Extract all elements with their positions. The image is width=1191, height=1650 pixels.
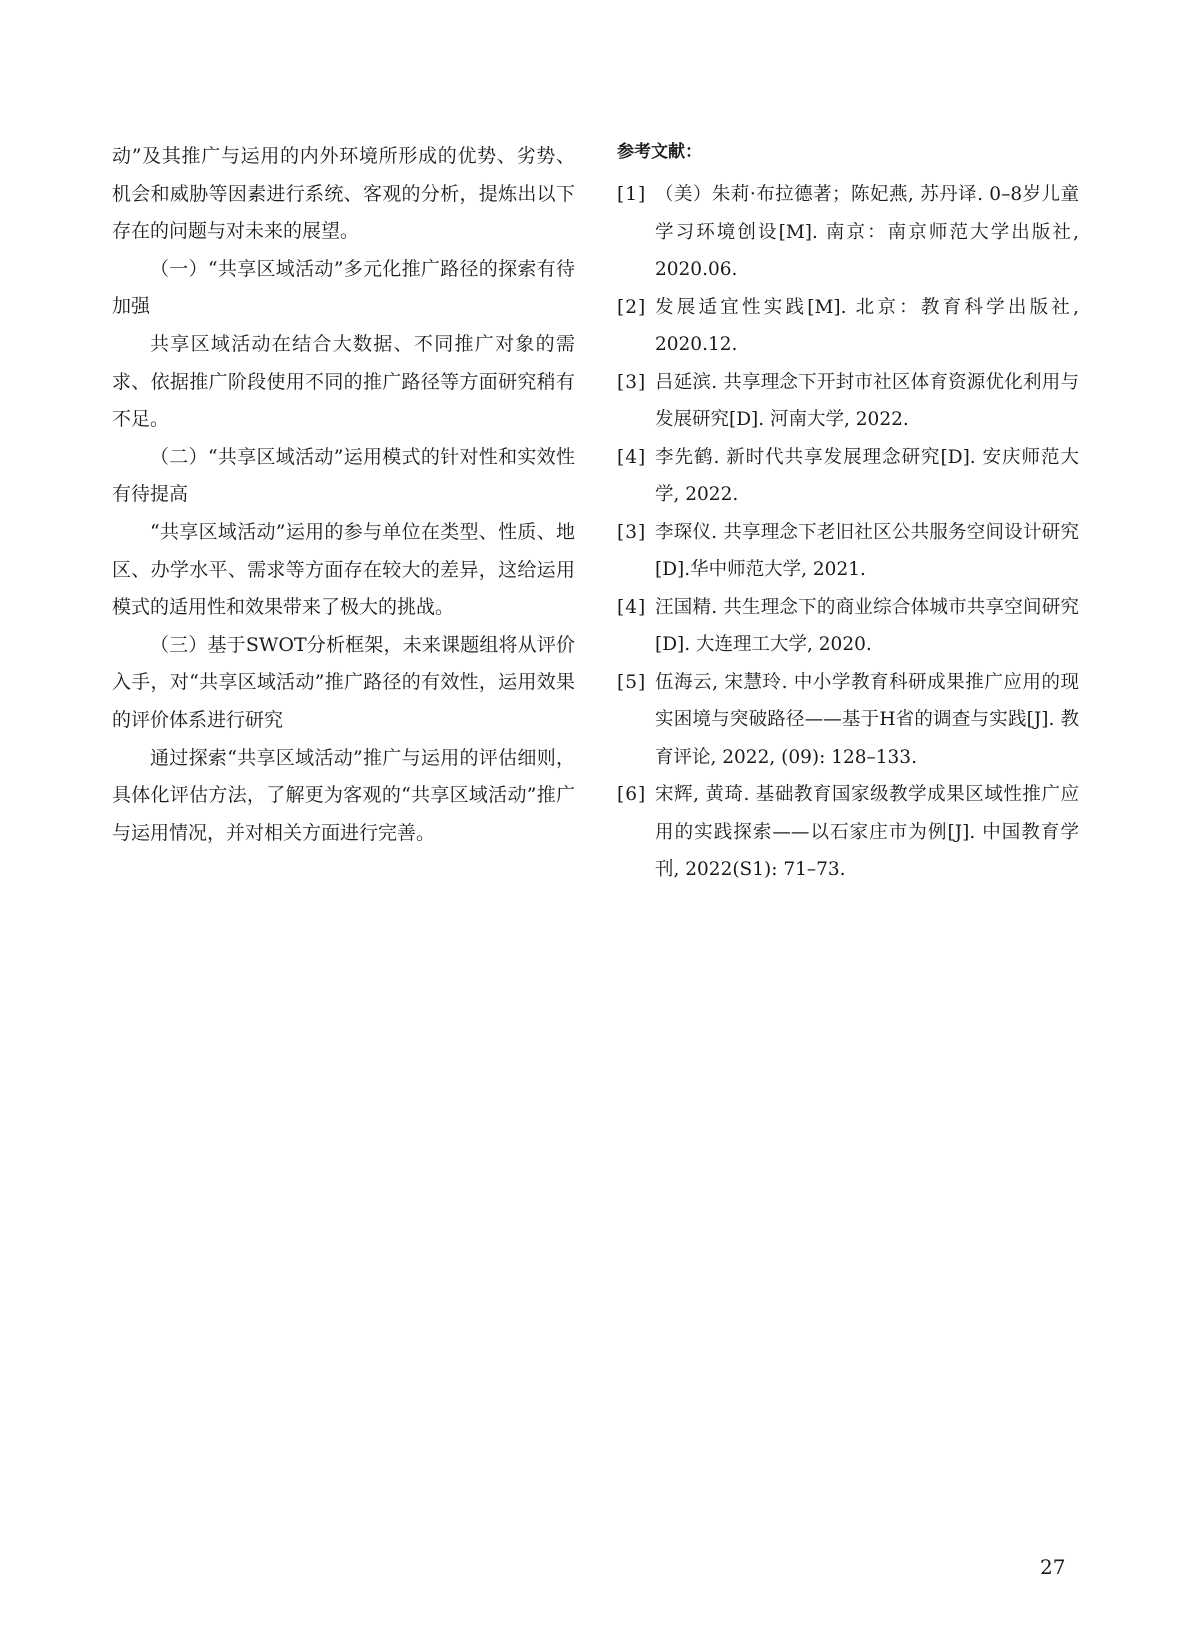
- reference-item: [617, 176, 1079, 289]
- reference-text: 发展适宜性实践[M]. 北京：教育科学出版社, 2020.12.: [655, 296, 1079, 355]
- reference-text: 伍海云, 宋慧玲. 中小学教育科研成果推广应用的现实困境与突破路径——基于H省的调查与实践[J]. 教育评论, 2022, (09): 128–133.: [655, 671, 1079, 768]
- reference-number: [5]: [617, 671, 647, 693]
- body-paragraph: 通过探索“共享区域活动”推广与运用的评估细则，具体化评估方法，了解更为客观的“共享区域活动”推广与运用情况，并对相关方面进行完善。: [112, 746, 575, 844]
- body-paragraph: “共享区域活动”运用的参与单位在类型、性质、地区、办学水平、需求等方面存在较大的差异，这给运用模式的适用性和效果带来了极大的挑战。: [112, 520, 575, 619]
- reference-text: 李琛仪. 共享理念下老旧社区公共服务空间设计研究[D].华中师范大学, 2021.: [655, 521, 1079, 580]
- reference-text: 宋辉, 黄琦. 基础教育国家级教学成果区域性推广应用的实践探索——以石家庄市为例[J]. 中国教育学刊, 2022(S1): 71–73.: [655, 784, 1079, 880]
- section-heading-2: （二）“共享区域活动”运用模式的针对性和实效性有待提高: [112, 445, 575, 506]
- reference-number: [2]: [617, 296, 647, 318]
- reference-number: [3]: [617, 371, 647, 393]
- reference-item: [617, 364, 1079, 439]
- reference-item: [617, 776, 1079, 889]
- reference-text: 吕延滨. 共享理念下开封市社区体育资源优化利用与发展研究[D]. 河南大学, 2022.: [655, 371, 1079, 430]
- reference-number: [1]: [617, 184, 647, 205]
- body-paragraph: 共享区域活动在结合大数据、不同推广对象的需求、依据推广阶段使用不同的推广路径等方面研究稍有不足。: [112, 332, 575, 431]
- reference-number: [4]: [617, 446, 647, 468]
- left-column: [112, 138, 575, 852]
- section-heading-1: （一）“共享区域活动”多元化推广路径的探索有待加强: [112, 257, 575, 318]
- references-section: [617, 140, 1079, 889]
- reference-item: [617, 664, 1079, 777]
- references-title: 参考文献：: [617, 142, 702, 162]
- reference-number: [6]: [617, 784, 647, 805]
- reference-text: 李先鹤. 新时代共享发展理念研究[D]. 安庆师范大学, 2022.: [655, 446, 1079, 505]
- section-heading-3: （三）基于SWOT分析框架，未来课题组将从评价入手，对“共享区域活动”推广路径的有效性，运用效果的评价体系进行研究: [112, 633, 575, 731]
- reference-text: 汪国精. 共生理念下的商业综合体城市共享空间研究[D]. 大连理工大学, 2020.: [655, 596, 1079, 655]
- body-paragraph: 动”及其推广与运用的内外环境所形成的优势、劣势、机会和威胁等因素进行系统、客观的分析，提炼出以下存在的问题与对未来的展望。: [112, 145, 575, 243]
- reference-number: [4]: [617, 596, 647, 618]
- reference-item: [617, 439, 1079, 514]
- reference-number: [3]: [617, 521, 647, 543]
- reference-item: [617, 514, 1079, 589]
- reference-text: （美）朱莉·布拉德著；陈妃燕, 苏丹译. 0–8岁儿童学习环境创设[M]. 南京：南京师范大学出版社, 2020.06.: [655, 184, 1079, 280]
- reference-item: [617, 589, 1079, 664]
- reference-item: [617, 289, 1079, 364]
- page-number: 27: [1040, 1555, 1066, 1579]
